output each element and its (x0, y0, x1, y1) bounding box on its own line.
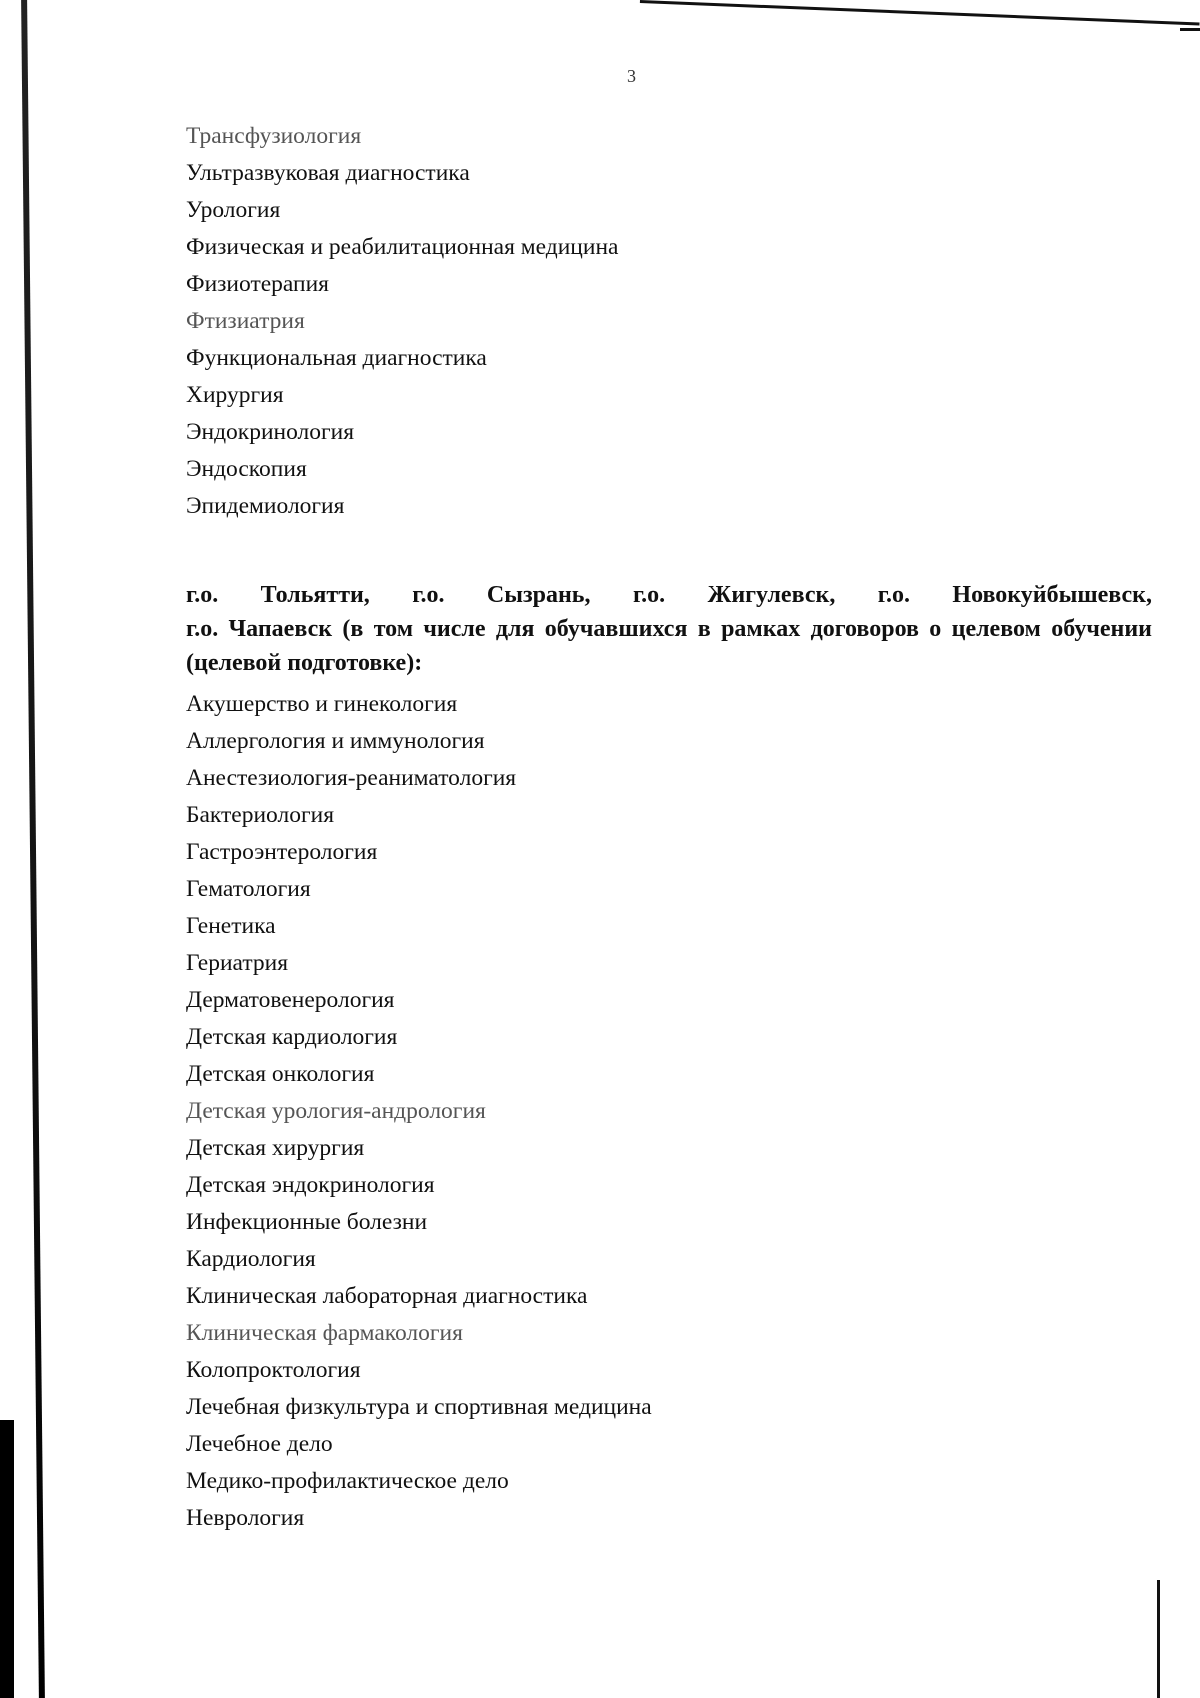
scan-shadow-bottom-left (0, 1420, 14, 1698)
list-item: Урология (186, 197, 281, 223)
list-item: Гематология (186, 876, 311, 902)
list-item: Физиотерапия (186, 271, 329, 297)
list-item: Ультразвуковая диагностика (186, 160, 470, 186)
list-item: Аллергология и иммунология (186, 728, 485, 754)
list-item: Акушерство и гинекология (186, 691, 458, 717)
list-item: Трансфузиология (186, 123, 362, 149)
list-item: Функциональная диагностика (186, 345, 487, 371)
list-item: Гастроэнтерология (186, 839, 378, 865)
scan-edge-top (640, 0, 1200, 25)
region-heading-line1: г.о. Тольятти, г.о. Сызрань, г.о. Жигулевск, г.о. Новокуйбышевск, (186, 582, 1152, 608)
list-item: Клиническая лабораторная диагностика (186, 1283, 588, 1309)
list-item: Детская эндокринология (186, 1172, 435, 1198)
scan-edge-left (21, 0, 45, 1698)
region-heading (186, 578, 1152, 680)
list-item: Лечебное дело (186, 1431, 333, 1457)
list-item: Инфекционные болезни (186, 1209, 428, 1235)
list-item: Хирургия (186, 382, 284, 408)
specialty-list-region (186, 686, 652, 1537)
list-item: Генетика (186, 913, 276, 939)
list-item: Кардиология (186, 1246, 316, 1272)
list-item: Колопроктология (186, 1357, 361, 1383)
specialty-list-top (186, 118, 618, 525)
list-item: Детская урология-андрология (186, 1098, 486, 1124)
list-item: Лечебная физкультура и спортивная медицина (186, 1394, 652, 1420)
list-item: Детская хирургия (186, 1135, 365, 1161)
list-item: Эндокринология (186, 419, 355, 445)
list-item: Анестезиология-реаниматология (186, 765, 517, 791)
list-item: Детская кардиология (186, 1024, 398, 1050)
list-item: Бактериология (186, 802, 334, 828)
list-item: Клиническая фармакология (186, 1320, 463, 1346)
scan-edge-top-right (1180, 28, 1200, 31)
scan-edge-right-bottom (1157, 1580, 1160, 1698)
list-item: Неврология (186, 1505, 305, 1531)
list-item: Фтизиатрия (186, 308, 305, 334)
list-item: Эндоскопия (186, 456, 307, 482)
page-number: 3 (627, 66, 636, 86)
list-item: Дерматовенерология (186, 987, 395, 1013)
list-item: Физическая и реабилитационная медицина (186, 234, 619, 260)
region-heading-line2: г.о. Чапаевск (в том числе для обучавшихся в рамках договоров о целевом обучении (целевой подготовке): (186, 616, 1152, 676)
list-item: Медико-профилактическое дело (186, 1468, 509, 1494)
list-item: Гериатрия (186, 950, 289, 976)
list-item: Эпидемиология (186, 493, 345, 519)
list-item: Детская онкология (186, 1061, 375, 1087)
